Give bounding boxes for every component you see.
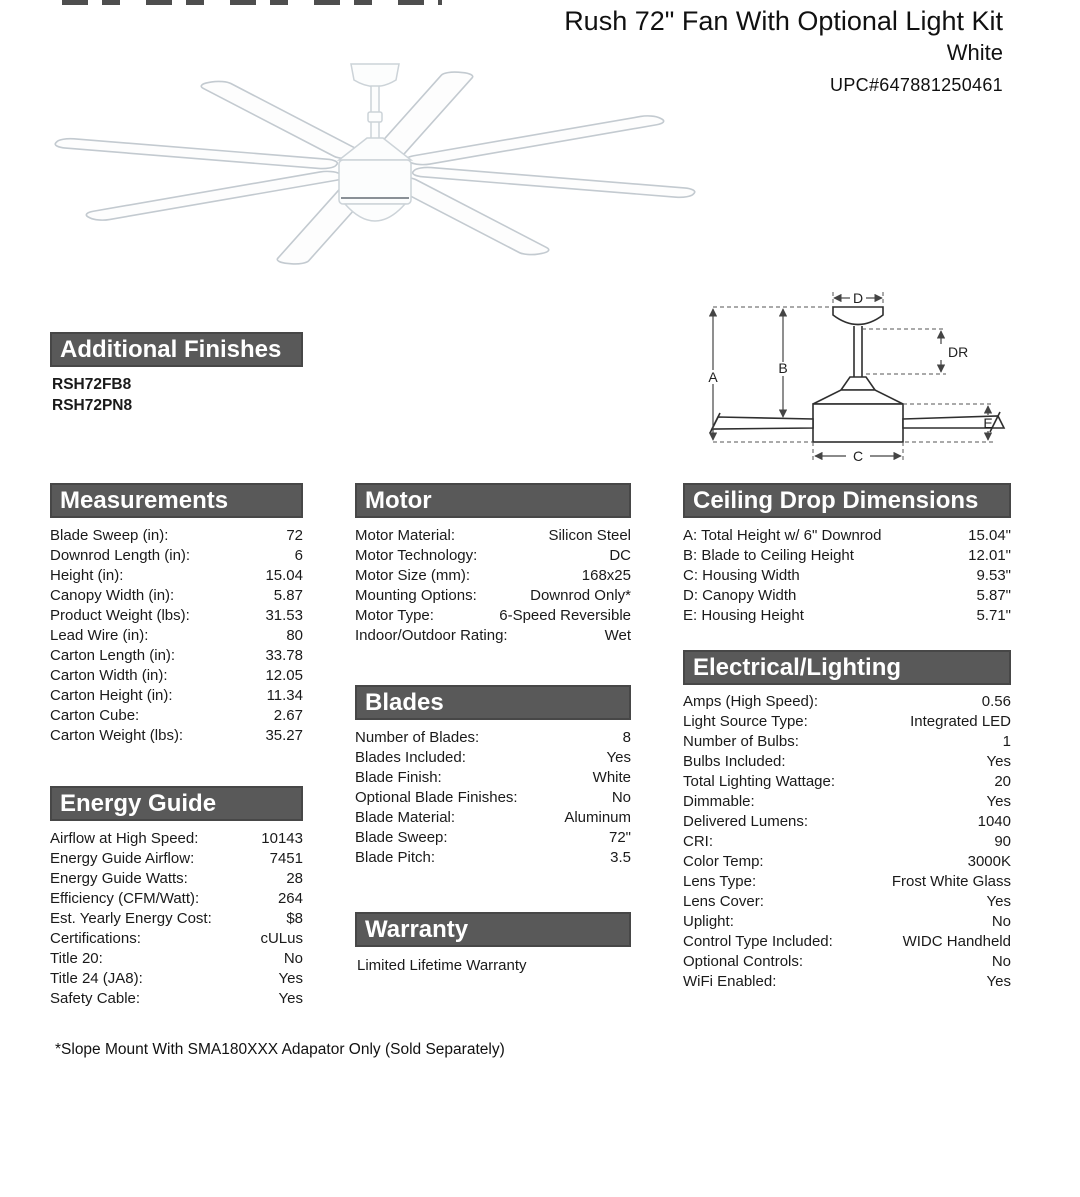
spec-label: D: Canopy Width <box>683 587 797 604</box>
section-header-blades: Blades <box>355 685 631 720</box>
spec-value: Yes <box>606 749 631 766</box>
spec-row <box>683 546 1011 566</box>
spec-label: Optional Controls: <box>683 953 804 970</box>
section-header-additional-finishes: Additional Finishes <box>50 332 303 367</box>
spec-label: Carton Length (in): <box>50 647 176 664</box>
spec-row <box>50 646 303 666</box>
spec-value: 6 <box>294 547 303 564</box>
spec-row <box>683 932 1011 952</box>
spec-label: Canopy Width (in): <box>50 587 175 604</box>
spec-value: DC <box>609 547 631 564</box>
spec-row <box>50 586 303 606</box>
motor-rows <box>355 526 631 646</box>
spec-value: 72" <box>608 829 631 846</box>
spec-label: Dimmable: <box>683 793 755 810</box>
spec-label: Carton Height (in): <box>50 687 173 704</box>
electrical-rows <box>683 692 1011 992</box>
spec-label: Title 20: <box>50 950 103 967</box>
fan-canopy <box>351 64 399 87</box>
spec-row <box>50 566 303 586</box>
dim-label-a: A <box>708 369 718 385</box>
spec-label: Indoor/Outdoor Rating: <box>355 627 508 644</box>
spec-label: Lens Cover: <box>683 893 764 910</box>
spec-value: No <box>991 953 1011 970</box>
spec-label: Lead Wire (in): <box>50 627 149 644</box>
dim-label-b: B <box>778 360 788 376</box>
spec-row <box>355 808 631 828</box>
diagram-blade-left <box>712 417 813 429</box>
spec-row <box>50 949 303 969</box>
section-header-warranty: Warranty <box>355 912 631 947</box>
spec-row <box>683 772 1011 792</box>
dim-label-c: C <box>852 448 864 464</box>
spec-value: Integrated LED <box>910 713 1011 730</box>
spec-value: 15.04 <box>265 567 303 584</box>
spec-value: 11.34 <box>266 687 303 704</box>
spec-label: Blade Sweep (in): <box>50 527 169 544</box>
spec-label: Airflow at High Speed: <box>50 830 199 847</box>
section-header-motor: Motor <box>355 483 631 518</box>
spec-value: 1040 <box>977 813 1011 830</box>
spec-label: Blades Included: <box>355 749 466 766</box>
spec-row <box>683 692 1011 712</box>
spec-value: Yes <box>278 990 303 1007</box>
spec-value: Yes <box>278 970 303 987</box>
spec-label: Mounting Options: <box>355 587 477 604</box>
spec-row <box>50 989 303 1009</box>
section-header-measurements: Measurements <box>50 483 303 518</box>
spec-row <box>683 912 1011 932</box>
spec-label: Energy Guide Airflow: <box>50 850 195 867</box>
warranty-text: Limited Lifetime Warranty <box>357 957 527 974</box>
spec-row <box>355 606 631 626</box>
spec-value: Yes <box>986 893 1011 910</box>
spec-row <box>683 972 1011 992</box>
spec-label: WiFi Enabled: <box>683 973 777 990</box>
spec-row <box>683 712 1011 732</box>
spec-value: 28 <box>286 870 303 887</box>
spec-row <box>50 929 303 949</box>
dim-label-dr: DR <box>948 344 969 360</box>
spec-value: Aluminum <box>564 809 631 826</box>
spec-value: No <box>283 950 303 967</box>
ceiling-drop-diagram <box>698 282 1023 470</box>
spec-row <box>683 832 1011 852</box>
spec-value: 80 <box>286 627 303 644</box>
spec-row <box>50 666 303 686</box>
spec-row <box>50 849 303 869</box>
dim-label-e: E <box>983 415 993 431</box>
spec-label: C: Housing Width <box>683 567 800 584</box>
diagram-housing <box>813 404 903 442</box>
spec-value: 5.87 <box>273 587 303 604</box>
spec-value: 168x25 <box>581 567 631 584</box>
spec-row <box>355 586 631 606</box>
spec-row <box>355 728 631 748</box>
spec-value: 3.5 <box>610 849 631 866</box>
spec-row <box>683 892 1011 912</box>
spec-value: 2.67 <box>273 707 303 724</box>
spec-label: Total Lighting Wattage: <box>683 773 836 790</box>
spec-value: 7451 <box>269 850 303 867</box>
product-finish: White <box>946 40 1003 65</box>
spec-row <box>683 526 1011 546</box>
spec-row <box>355 788 631 808</box>
spec-row <box>50 626 303 646</box>
spec-label: Downrod Length (in): <box>50 547 191 564</box>
ceiling-drop-rows <box>683 526 1011 626</box>
spec-label: Motor Type: <box>355 607 434 624</box>
spec-label: E: Housing Height <box>683 607 804 624</box>
spec-value: No <box>991 913 1011 930</box>
spec-row <box>683 952 1011 972</box>
spec-row <box>50 526 303 546</box>
spec-label: Certifications: <box>50 930 141 947</box>
spec-row <box>683 606 1011 626</box>
spec-row <box>50 889 303 909</box>
spec-value: 10143 <box>261 830 303 847</box>
spec-value: White <box>592 769 631 786</box>
spec-label: Efficiency (CFM/Watt): <box>50 890 200 907</box>
dim-label-d: D <box>852 290 864 306</box>
fan-product-image <box>40 56 710 278</box>
energy-guide-rows <box>50 829 303 1009</box>
spec-value: 5.71" <box>976 607 1011 624</box>
spec-label: Color Temp: <box>683 853 764 870</box>
spec-row <box>355 626 631 646</box>
spec-value: Downrod Only* <box>530 587 631 604</box>
spec-label: Blade Sweep: <box>355 829 448 846</box>
spec-label: Energy Guide Watts: <box>50 870 188 887</box>
spec-label: A: Total Height w/ 6" Downrod <box>683 527 882 544</box>
spec-label: Lens Type: <box>683 873 757 890</box>
product-upc: UPC#647881250461 <box>830 75 1003 95</box>
spec-value: 31.53 <box>265 607 303 624</box>
additional-finishes-list <box>52 374 132 416</box>
spec-label: Control Type Included: <box>683 933 833 950</box>
spec-row <box>683 752 1011 772</box>
spec-label: B: Blade to Ceiling Height <box>683 547 854 564</box>
spec-value: Wet <box>604 627 631 644</box>
spec-label: Est. Yearly Energy Cost: <box>50 910 212 927</box>
spec-value: 20 <box>994 773 1011 790</box>
spec-row <box>355 768 631 788</box>
blades-rows <box>355 728 631 868</box>
spec-label: Carton Weight (lbs): <box>50 727 184 744</box>
spec-row <box>50 546 303 566</box>
spec-label: Optional Blade Finishes: <box>355 789 518 806</box>
spec-row <box>355 566 631 586</box>
spec-label: Bulbs Included: <box>683 753 786 770</box>
spec-label: Light Source Type: <box>683 713 808 730</box>
spec-label: Number of Bulbs: <box>683 733 799 750</box>
measurements-rows <box>50 526 303 746</box>
spec-label: Height (in): <box>50 567 124 584</box>
spec-value: Silicon Steel <box>548 527 631 544</box>
spec-label: Product Weight (lbs): <box>50 607 190 624</box>
spec-value: Yes <box>986 973 1011 990</box>
section-header-electrical: Electrical/Lighting <box>683 650 1011 685</box>
spec-row <box>683 792 1011 812</box>
spec-label: Motor Size (mm): <box>355 567 471 584</box>
spec-label: Blade Finish: <box>355 769 442 786</box>
spec-value: 0.56 <box>981 693 1011 710</box>
spec-label: Blade Material: <box>355 809 456 826</box>
spec-label: Carton Width (in): <box>50 667 168 684</box>
spec-value: 90 <box>994 833 1011 850</box>
section-header-energy-guide: Energy Guide <box>50 786 303 821</box>
section-header-ceiling-drop: Ceiling Drop Dimensions <box>683 483 1011 518</box>
page-title: Rush 72" Fan With Optional Light Kit <box>564 6 1003 36</box>
spec-row <box>683 566 1011 586</box>
spec-label: Motor Material: <box>355 527 456 544</box>
spec-label: Carton Cube: <box>50 707 140 724</box>
spec-label: Motor Technology: <box>355 547 478 564</box>
spec-row <box>50 686 303 706</box>
spec-value: Yes <box>986 793 1011 810</box>
diagram-housing-top <box>813 390 903 404</box>
spec-row <box>50 726 303 746</box>
spec-row <box>355 848 631 868</box>
spec-row <box>50 706 303 726</box>
spec-row <box>683 872 1011 892</box>
spec-label: CRI: <box>683 833 713 850</box>
slope-mount-footnote: *Slope Mount With SMA180XXX Adapator Only (Sold Separately) <box>55 1041 505 1058</box>
spec-row <box>50 909 303 929</box>
spec-value: 6-Speed Reversible <box>499 607 631 624</box>
spec-value: cULus <box>260 930 303 947</box>
spec-label: Title 24 (JA8): <box>50 970 143 987</box>
spec-row <box>50 606 303 626</box>
spec-label: Amps (High Speed): <box>683 693 819 710</box>
spec-row <box>683 852 1011 872</box>
spec-value: No <box>611 789 631 806</box>
spec-value: 12.01" <box>968 547 1011 564</box>
finish-code: RSH72PN8 <box>52 397 133 414</box>
spec-row <box>355 828 631 848</box>
fan-light-kit <box>345 204 405 221</box>
spec-value: 264 <box>277 890 303 907</box>
spec-value: 35.27 <box>265 727 303 744</box>
spec-value: 33.78 <box>265 647 303 664</box>
cropped-logo-remnant <box>62 0 442 5</box>
spec-value: Yes <box>986 753 1011 770</box>
spec-label: Number of Blades: <box>355 729 480 746</box>
spec-row <box>683 586 1011 606</box>
spec-value: 72 <box>286 527 303 544</box>
diagram-canopy <box>833 307 883 325</box>
spec-value: 1 <box>1002 733 1011 750</box>
spec-row <box>50 869 303 889</box>
spec-label: Delivered Lumens: <box>683 813 809 830</box>
spec-row <box>683 812 1011 832</box>
spec-row <box>355 526 631 546</box>
spec-value: Frost White Glass <box>891 873 1011 890</box>
spec-value: WIDC Handheld <box>902 933 1011 950</box>
spec-value: 9.53" <box>976 567 1011 584</box>
spec-value: 15.04" <box>968 527 1011 544</box>
spec-value: 3000K <box>967 853 1011 870</box>
spec-row <box>355 546 631 566</box>
spec-value: $8 <box>286 910 303 927</box>
spec-label: Safety Cable: <box>50 990 141 1007</box>
spec-row <box>50 969 303 989</box>
spec-row <box>50 829 303 849</box>
spec-row <box>683 732 1011 752</box>
spec-value: 5.87" <box>976 587 1011 604</box>
spec-label: Uplight: <box>683 913 734 930</box>
spec-value: 8 <box>622 729 631 746</box>
spec-value: 12.05 <box>265 667 303 684</box>
finish-code: RSH72FB8 <box>52 376 132 393</box>
spec-row <box>355 748 631 768</box>
spec-label: Blade Pitch: <box>355 849 436 866</box>
